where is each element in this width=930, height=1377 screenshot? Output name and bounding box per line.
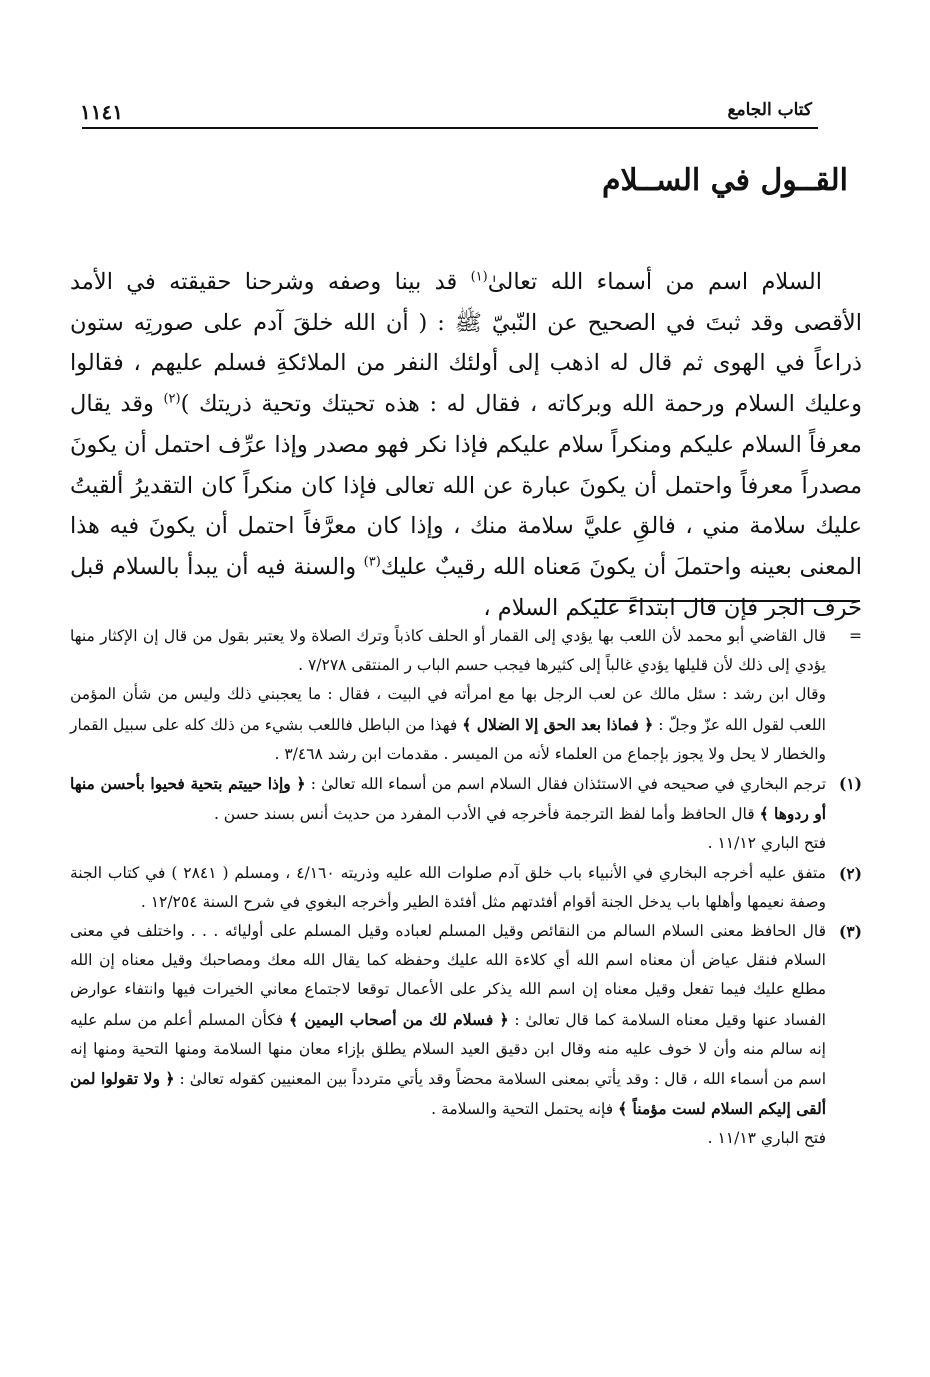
body-text-part-3: وقد يقال معرفاً السلام عليكم ومنكراً سلام عليكم فإذا نكر فهو مصدر وإذا عرِّف احتمل أن يكونَ مصدراً معرفاً واحتمل أن يكونَ عبارة عن الله تعالى فإذا كان منكراً كان التقديرُ ألقيتُ عليك سلامة مني ، فالقِ عليَّ سلامة منك ، وإذا كان معرَّفاً احتمل أن يكونَ فيه هذا المعنى بعينه واحتملَ أن يكونَ مَعناه الله رقيبٌ عليك (70, 391, 862, 580)
footnote-1 (70, 769, 862, 829)
footnote-3 (70, 917, 862, 1124)
page-number: ١١٤١ (80, 100, 123, 124)
footnote-3-quote-2: ﴿ ولا تقولوا لمن ألقى إليكم السلام لست مؤمناً ﴾ (70, 1069, 826, 1119)
footnote-continued-text-1: قال القاضي أبو محمد لأن اللعب بها يؤدي إلى القمار أو الحلف كاذباً وترك الصلاة ولا يعتبر بقول من قال إن الإكثار منها يؤدي إلى ذلك لأن قليلها يؤدي غالباً إلى كثيرها فيجب حسم الباب ر المنتقى ٧/٢٧٨ . (70, 627, 826, 675)
body-text-part-4: والسنة فيه أن يبدأ بالسلام قبل حَرف الجر فإن قال ابتداءً عليكم السلام ، (70, 553, 862, 621)
footnote-3-text-a: قال الحافظ معنى السلام السالم من النقائص وقيل المسلم لعباده وقيل المسلم على أوليائه . . . واختلف في معنى السلام فنقل عياض أن معناه اسم الله أي كلاءة الله عليك وحفظه كما يقال الله معك ومصاحبك وقيل معناه إن الله مطلع عليك فيما تفعل وقيل معناه إن اسم الله يذكر على الأعمال توقعا لاجتماع معاني الخيرات فيها وانتفاء عوارض الفساد عنها وقيل معناه السلامة كما قال تعالىٰ : (70, 922, 826, 1029)
footnote-ref-2: (٢) (163, 391, 181, 407)
footnote-continued-quote: ﴿ فماذا بعد الحق إلا الضلال ﴾ (462, 714, 654, 734)
footnote-continued-text-2a: وقال ابن رشد : سئل مالك عن لعب الرجل بها مع امرأته في البيت ، فقال : ما يعجبني ذلك وليس من شأن المؤمن اللعب لقول الله عزّ وجلّ : (70, 685, 826, 734)
main-text (70, 262, 862, 628)
chapter-title: القــول في الســلام (601, 163, 848, 198)
footnote-ref-1: (١) (470, 269, 488, 285)
footnote-3-marker: (٣) (838, 922, 862, 942)
footnote-1-text-b: قال الحافظ وأما لفظ الترجمة فأخرجه في الأدب المفرد من حديث أنس بسند حسن . (213, 805, 760, 824)
footnote-3-source (70, 1124, 862, 1153)
footnote-2-marker: (٢) (838, 863, 862, 883)
body-paragraph (70, 262, 862, 628)
footnote-1-text-a: ترجم البخاري في صحيحه في الاستئذان فقال السلام اسم من أسماء الله تعالىٰ : (305, 775, 827, 794)
footnote-3-text-c: فإنه يحتمل التحية والسلامة . (431, 1100, 619, 1119)
header-rule (82, 127, 818, 129)
footnotes (70, 622, 862, 1154)
footnote-2 (70, 859, 862, 917)
body-text-part-1: السلام اسم من أسماء الله تعالىٰ (487, 269, 822, 295)
footnote-1-quote: ﴿ وإذا حييتم بتحية فحيوا بأحسن منها أو ردوها ﴾ (70, 774, 826, 824)
running-head: كتاب الجامع (727, 100, 812, 120)
footnote-3-quote-1: ﴿ فسلام لك من أصحاب اليمين ﴾ (288, 1009, 509, 1029)
footnote-1-text-c: فتح الباري ١١/١٢ . (707, 834, 826, 853)
footnote-continued-text-2b: فهذا من الباطل فاللعب بشيء من ذلك كله على سبيل القمار والخطار لا يحل ولا يجوز بإجماع من العلماء لأنه من الميسر . مقدمات ابن رشد ٣/٤٦٨ . (70, 715, 826, 763)
footnote-continued-paragraph (70, 680, 862, 769)
footnote-3-text-d: فتح الباري ١١/١٣ . (707, 1129, 826, 1148)
body-text-part-2: قد بينا وصفه وشرحنا حقيقته في الأمد الأقصى وقد ثبتَ في الصحيح عن النّبيّ ﷺ : ( أن الله خلقَ آدم على صورتِه ستون ذراعاً في الهوى ثم قال له اذهب إلى أولئك النفر من الملائكةِ فسلم عليهم ، فقالوا وعليك السلام ورحمة الله وبركاته ، فقال له : هذه تحيتك وتحية ذريتك ) (70, 269, 863, 418)
footnote-continued (70, 622, 862, 680)
footnote-1-source (70, 829, 862, 858)
footnote-ref-3: (٣) (363, 554, 381, 570)
footnote-2-text-a: متفق عليه أخرجه البخاري في الأنبياء باب خلق آدم صلوات الله عليه وذريته ٤/١٦٠ ، ومسلم ( ٢٨٤١ ) في كتاب الجنة وصفة نعيمها وأهلها باب يدخل الجنة أقوام أفئدتهم مثل أفئدة الطير وأخرجه البغوي في شرح السنة ١٢/٢٥٤ . (70, 863, 826, 911)
footnote-separator (595, 600, 860, 602)
footnote-1-marker: (١) (838, 774, 862, 794)
footnote-continued-marker: = (849, 627, 862, 645)
footnote-3-text-b: فكأن المسلم أعلم من سلم عليه إنه سالم منه وأن لا خوف عليه منه وقال ابن دقيق العيد السلام يطلق بإزاء معان منها السلامة ومنها التحية ومنها إنه اسم من أسماء الله ، قال : وقد يأتي بمعنى السلامة محضاً وقد يأتي متردداً بين المعنيين كقوله تعالىٰ : (70, 1010, 827, 1089)
